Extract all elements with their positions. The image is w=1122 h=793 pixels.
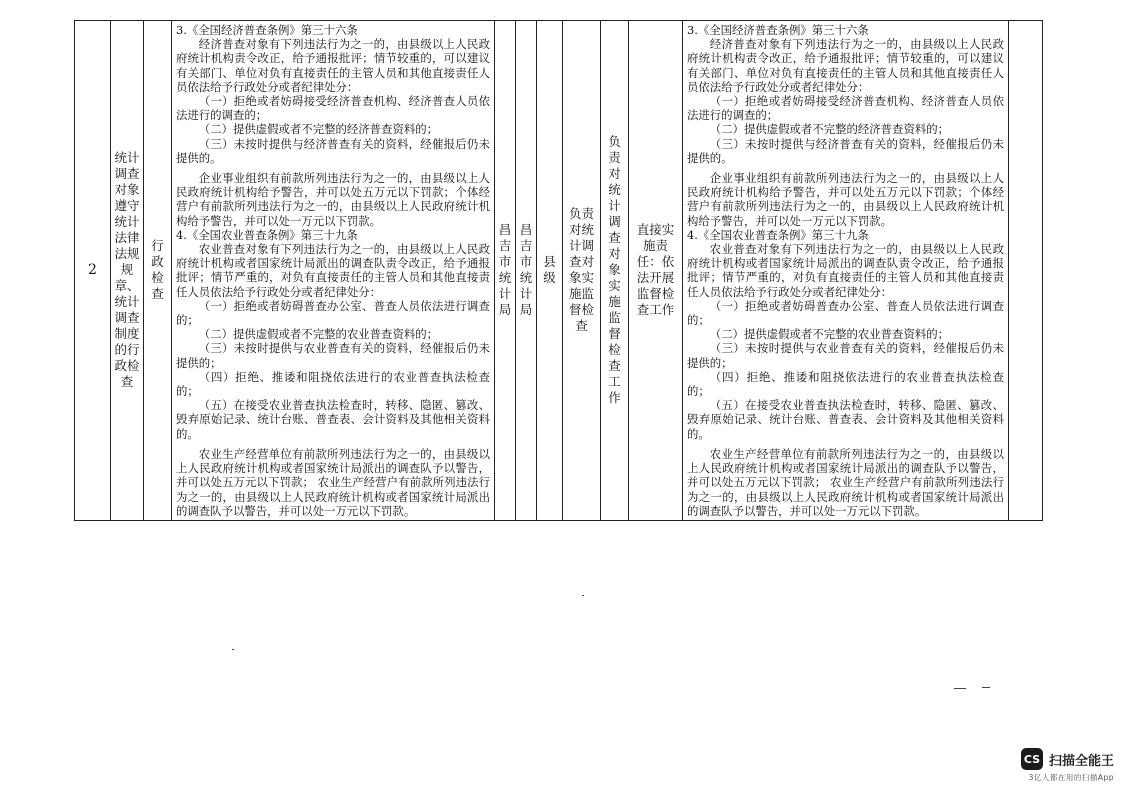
scan-speck [232,649,234,650]
law-paragraph: （二）提供虚假或者不完整的经济普查资料的； [709,122,950,137]
duty-cell: 直接实施责任：依法开展监督检查工作 [629,21,683,521]
implementing-dept-cell: 昌吉市统计局 [495,21,516,521]
law-paragraph: （三）未按时提供与经济普查有关的资料，经催报后仍未提供的。 [687,136,1004,165]
law-paragraph: （一）拒绝或者妨碍接受经济普查机构、经济普查人员依法进行的调查的； [176,94,490,123]
law-paragraph: （四）拒绝、推诿和阻挠依法进行的农业普查执法检查的； [687,369,1004,399]
law-paragraph: 4.《全国农业普查条例》第三十九条 [176,227,358,242]
scanner-watermark [1021,748,1114,783]
law-paragraph: （一）拒绝或者妨碍接受经济普查机构、经济普查人员依法进行的调查的； [687,94,1004,123]
law-paragraph: （二）提供虚假或者不完整的经济普查资料的； [198,122,439,137]
inspection-table [74,20,1043,521]
law-paragraph: 企业事业组织有前款所列违法行为之一的，由县级以上人民政府统计机构给予警告，并可以处五万元以下罚款；个体经营户有前款所列违法行为之一的，由县级以上人民政府统计机构给予警告，并可以处一万元以下罚款。 [176,171,490,228]
law-paragraph: （四）拒绝、推诿和阻挠依法进行的农业普查执法检查的； [176,369,490,399]
law-paragraph: （五）在接受农业普查执法检查时，转移、隐匿、篡改、毁弃原始记录、统计台账、普查表、会计资料及其他相关资料的。 [687,398,1004,441]
law-paragraph: 农业生产经营单位有前款所列违法行为之一的，由县级以上人民政府统计机构或者国家统计局派出的调查队予以警告，并可以处五万元以下罚款； 农业生产经营户有前款所列违法行为之一的，由县级以上人民政府统计机构或者国家统计局派出的调查队予以警告，并可以处一万元以下罚款。 [176,446,490,518]
law-paragraph: 农业普查对象有下列违法行为之一的，由县级以上人民政府统计机构或者国家统计局派出的调查队责令改正，给予通报批评；情节严重的，对负有直接责任的主管人员和其他直接责任人员依法给予行政处分或者纪律处分： [687,242,1004,299]
scan-speck [582,595,584,596]
legal-basis-cell [172,21,495,521]
law-paragraph: 3.《全国经济普查条例》第三十六条 [176,23,358,37]
law-paragraph: 企业事业组织有前款所列违法行为之一的，由县级以上人民政府统计机构给予警告，并可以处五万元以下罚款；个体经营户有前款所列违法行为之一的，由县级以上人民政府统计机构给予警告，并可以处一万元以下罚款。 [687,171,1004,228]
law-paragraph: （二）提供虚假或者不完整的农业普查资料的； [709,327,950,342]
scan-speck [982,687,990,688]
law-paragraph: 4.《全国农业普查条例》第三十九条 [687,227,869,242]
table-row [75,21,1043,521]
row-index: 2 [75,21,111,521]
level-cell: 县级 [537,21,563,521]
law-paragraph: 农业生产经营单位有前款所列违法行为之一的，由县级以上人民政府统计机构或者国家统计局派出的调查队予以警告，并可以处五万元以下罚款； 农业生产经营户有前款所列违法行为之一的，由县级以上人民政府统计机构或者国家统计局派出的调查队予以警告，并可以处一万元以下罚款。 [687,446,1004,518]
accountability-basis-text [687,23,1004,518]
item-name-cell: 统计调查对象遵守统计法律法规规章、统计调查制度的行政检查 [111,21,144,521]
responsibility-cell: 负责对统计调查对象实施监督检查 [563,21,601,521]
responsibility-detail-cell: 负责对统计调查对象实施监督检查工作 [601,21,629,521]
law-paragraph: （三）未按时提供与经济普查有关的资料，经催报后仍未提供的。 [176,136,490,165]
law-paragraph: （一）拒绝或者妨碍普查办公室、普查人员依法进行调查的； [687,298,1004,328]
law-paragraph: 经济普查对象有下列违法行为之一的，由县级以上人民政府统计机构责令改正，给予通报批评；情节较重的，可以建议有关部门、单位对负有直接责任的主管人员和其他直接责任人员依法给予行政处分或者纪律处分： [176,37,490,94]
law-paragraph: 3.《全国经济普查条例》第三十六条 [687,23,869,37]
responsible-dept-cell: 昌吉市统计局 [516,21,537,521]
law-paragraph: （五）在接受农业普查执法检查时，转移、隐匿、篡改、毁弃原始记录、统计台账、普查表、会计资料及其他相关资料的。 [176,398,490,441]
watermark-brand: 扫描全能王 [1048,753,1114,769]
law-paragraph: 经济普查对象有下列违法行为之一的，由县级以上人民政府统计机构责令改正，给予通报批评；情节较重的，可以建议有关部门、单位对负有直接责任的主管人员和其他直接责任人员依法给予行政处分或者纪律处分： [687,37,1004,94]
scan-speck [954,688,966,689]
legal-basis-text [176,23,490,518]
law-paragraph: （三）未按时提供与农业普查有关的资料，经催报后仍未提供的； [687,341,1004,370]
law-paragraph: （三）未按时提供与农业普查有关的资料，经催报后仍未提供的； [176,341,490,370]
law-paragraph: （二）提供虚假或者不完整的农业普查资料的； [198,327,439,342]
category-cell: 行政检查 [144,21,172,521]
accountability-basis-cell [683,21,1009,521]
law-paragraph: （一）拒绝或者妨碍普查办公室、普查人员依法进行调查的； [176,298,490,328]
camscanner-logo-icon: CS [1021,748,1043,770]
watermark-tagline: 3亿人都在用的扫描App [1028,773,1114,782]
remark-cell [1009,21,1043,521]
law-paragraph: 农业普查对象有下列违法行为之一的，由县级以上人民政府统计机构或者国家统计局派出的调查队责令改正，给予通报批评；情节严重的，对负有直接责任的主管人员和其他直接责任人员依法给予行政处分或者纪律处分： [176,242,490,299]
